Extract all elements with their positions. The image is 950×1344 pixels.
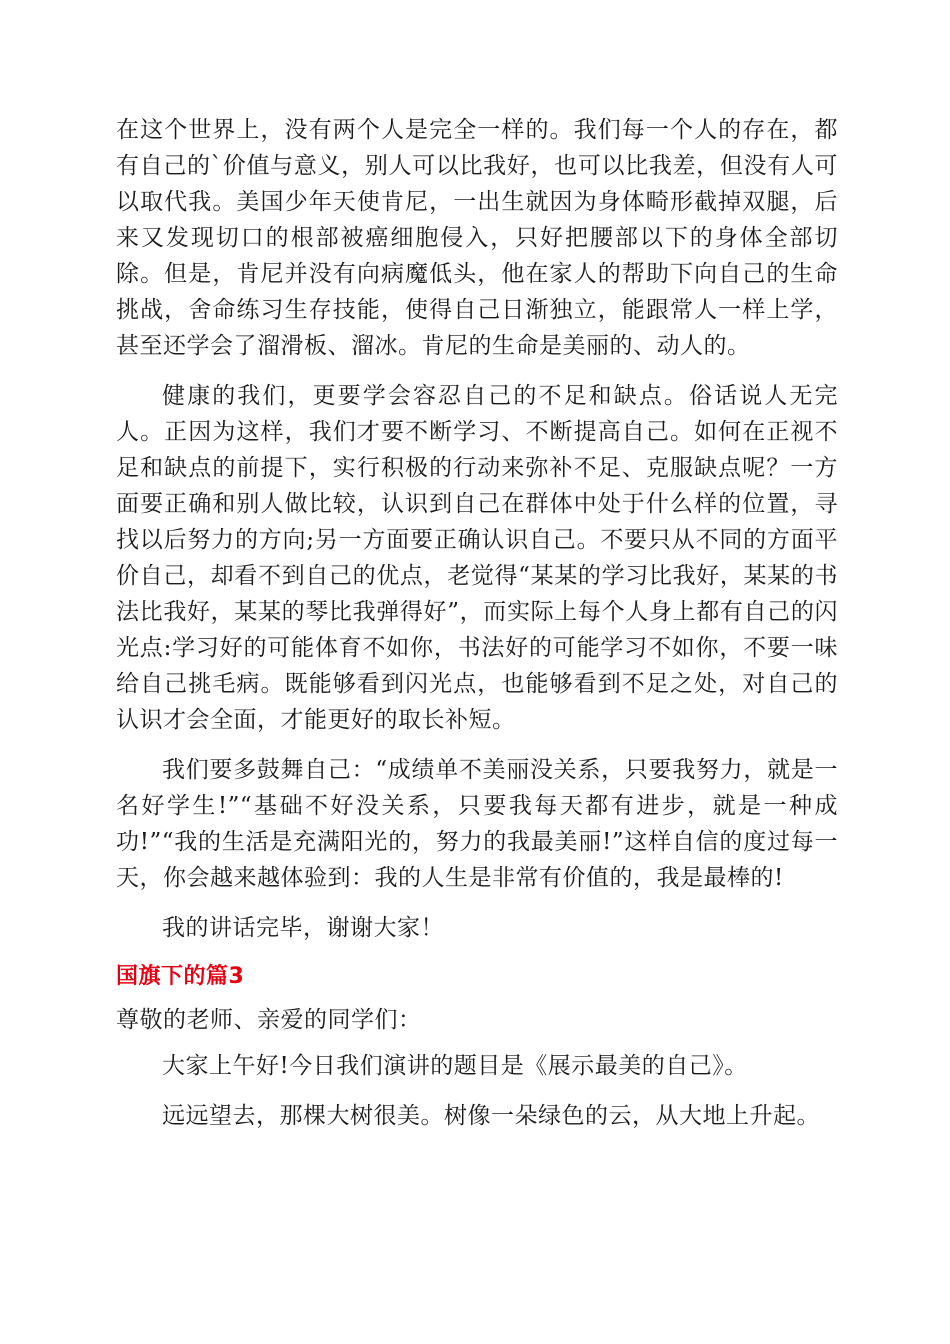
body-paragraph: 在这个世界上，没有两个人是完全一样的。我们每一个人的存在，都有自己的`价值与意义，别人可以比我好，也可以比我差，但没有人可以取代我。美国少年天使肯尼，一出生就因为身体畸形截掉双腿，后来又发现切口的根部被癌细胞侵入，只好把腰部以下的身体全部切除。但是，肯尼并没有向病魔低头，他在家人的帮助下向自己的生命挑战，舍命练习生存技能，使得自己日渐独立，能跟常人一样上学，甚至还学会了溜滑板、溜冰。肯尼的生命是美丽的、动人的。 [116, 117, 838, 359]
body-paragraph: 我们要多鼓舞自己：“成绩单不美丽没关系，只要我努力，就是一名好学生!”“基础不好没关系，只要我每天都有进步，就是一种成功!”“我的生活是充满阳光的，努力的我最美丽!”这样自信的度过每一天，你会越来越体验到：我的人生是非常有价值的，我是最棒的! [116, 757, 838, 891]
document-body [116, 112, 838, 1134]
body-paragraph: 远远望去，那棵大树很美。树像一朵绿色的云，从大地上升起。 [162, 1103, 820, 1129]
body-paragraph: 大家上午好!今日我们演讲的题目是《展示最美的自己》。 [162, 1053, 748, 1079]
section-heading: 国旗下的篇3 [116, 964, 245, 989]
salutation: 尊敬的老师、亲爱的同学们： [116, 1007, 422, 1033]
body-paragraph: 健康的我们，更要学会容忍自己的不足和缺点。俗话说人无完人。正因为这样，我们才要不断学习、不断提高自己。如何在正视不足和缺点的前提下，实行积极的行动来弥补不足、克服缺点呢？一方面要正确和别人做比较，认识到自己在群体中处于什么样的位置，寻找以后努力的方向;另一方面要正确认识自己。不要只从不同的方面平价自己，却看不到自己的优点，老觉得“某某的学习比我好，某某的书法比我好，某某的琴比我弹得好”，而实际上每个人身上都有自己的闪光点:学习好的可能体育不如你，书法好的可能学习不如你，不要一味给自己挑毛病。既能够看到闪光点，也能够看到不足之处，对自己的认识才会全面，才能更好的取长补短。 [116, 383, 838, 733]
closing-remark: 我的讲话完毕，谢谢大家！ [162, 915, 444, 941]
